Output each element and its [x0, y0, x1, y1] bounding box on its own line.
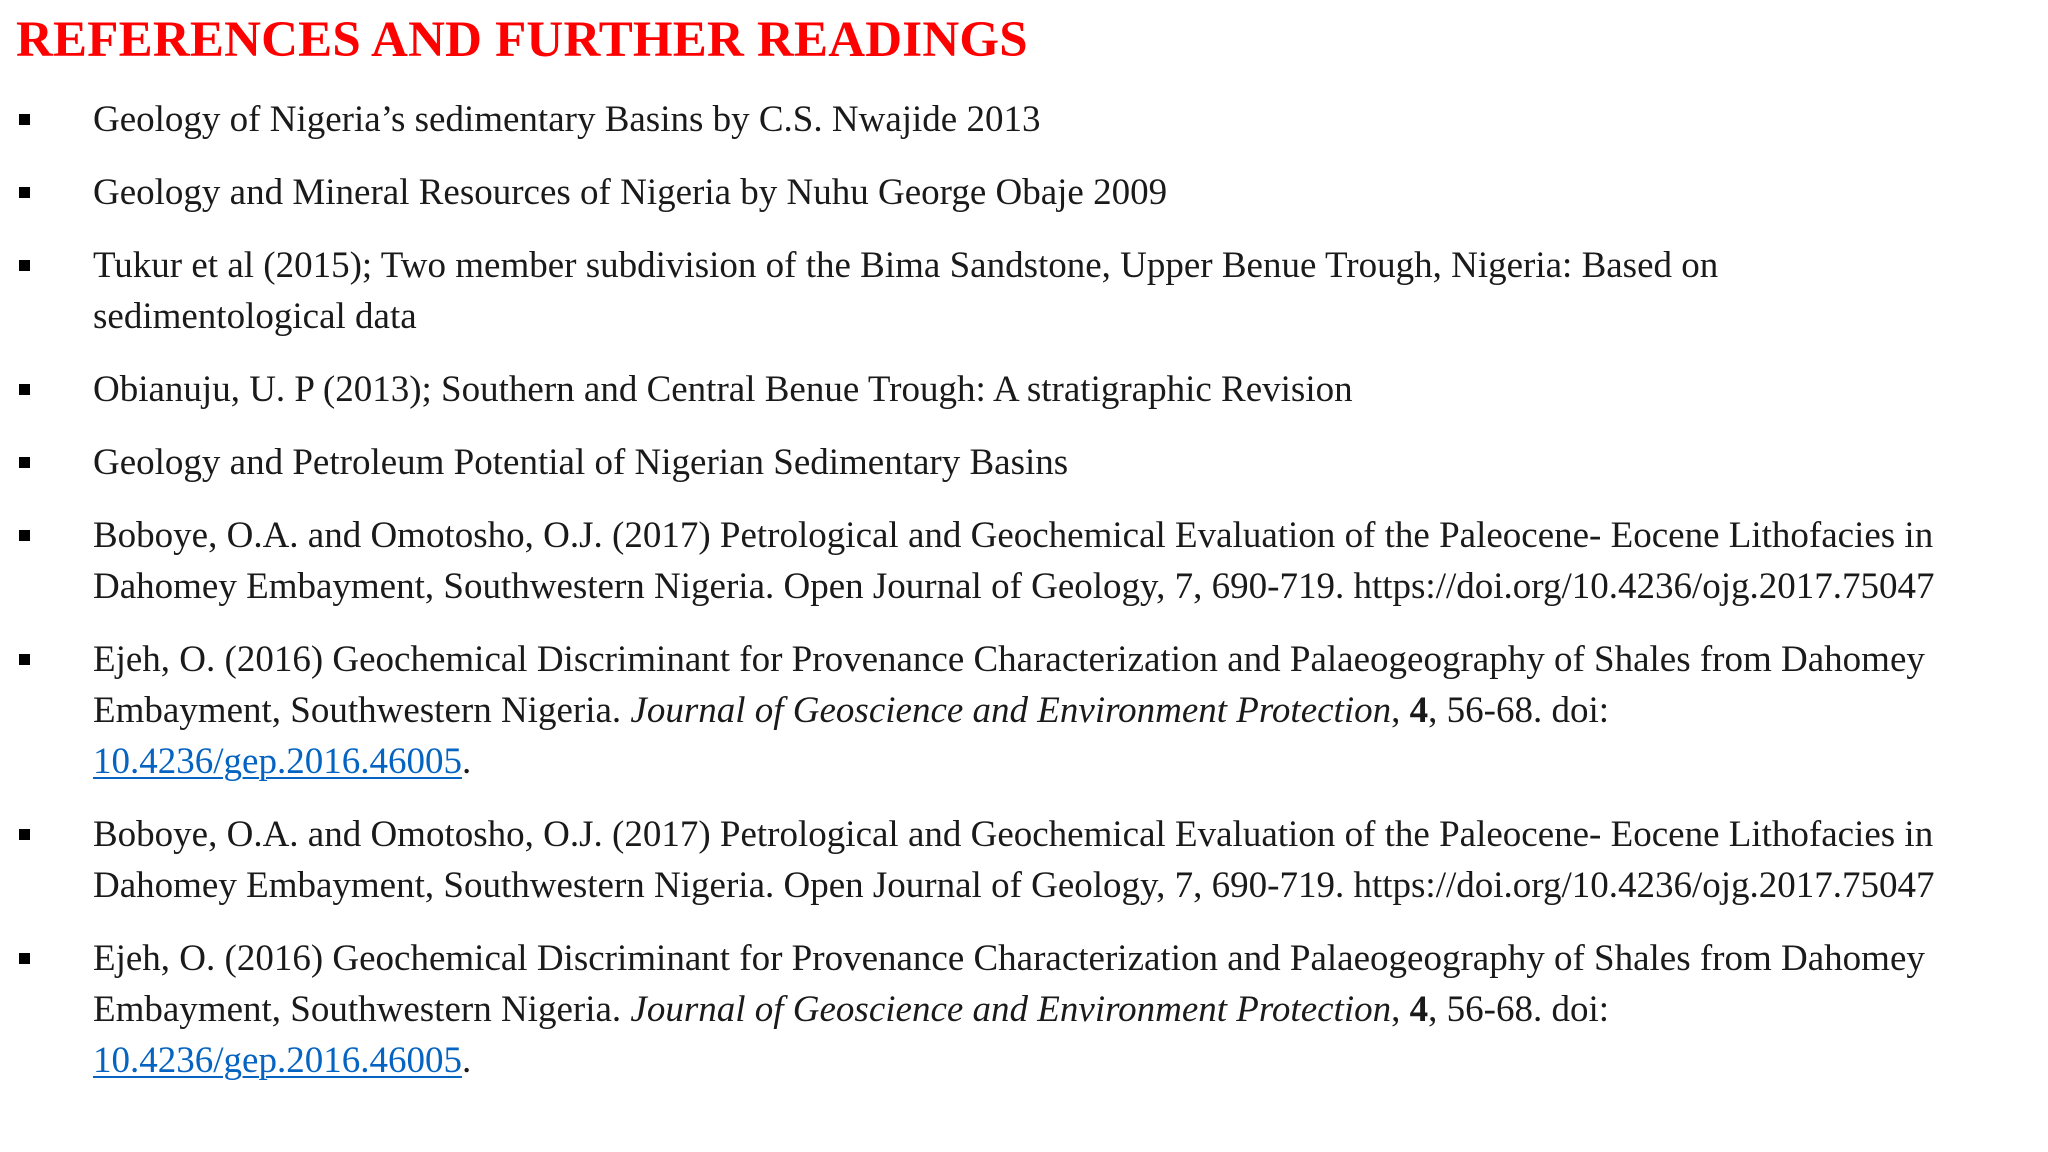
reference-text-prefix: Embayment, Southwestern Nigeria.: [93, 989, 631, 1030]
reference-text: Ejeh, O. (2016) Geochemical Discriminant for Provenance Characterization and Palaeogeography of Shales from Dahomey: [93, 938, 1925, 979]
reference-text-continued: [93, 685, 2038, 736]
end-period: .: [461, 741, 472, 782]
separator: ,: [1391, 989, 1410, 1030]
reference-item: [0, 510, 2048, 612]
volume-number: 4: [1409, 690, 1429, 731]
square-bullet-icon: [19, 953, 30, 964]
doi-link[interactable]: 10.4236/gep.2016.46005: [93, 1040, 462, 1081]
reference-item: [0, 933, 2048, 1086]
reference-text-continued: sedimentological data: [93, 296, 417, 337]
reference-item: [0, 94, 2048, 145]
reference-text: Obianuju, U. P (2013); Southern and Central Benue Trough: A stratigraphic Revision: [93, 369, 1353, 410]
square-bullet-icon: [19, 654, 30, 665]
square-bullet-icon: [19, 187, 30, 198]
square-bullet-icon: [19, 260, 30, 271]
doi-line: [93, 736, 2038, 787]
reference-item: [0, 167, 2048, 218]
reference-text-continued: Dahomey Embayment, Southwestern Nigeria. Open Journal of Geology, 7, 690-719. https://doi.org/10.4236/ojg.2017.75047: [93, 865, 1935, 906]
reference-text: Ejeh, O. (2016) Geochemical Discriminant for Provenance Characterization and Palaeogeography of Shales from Dahomey: [93, 639, 1925, 680]
reference-list: [0, 94, 2048, 1108]
journal-title: Journal of Geoscience and Environment Protection: [630, 690, 1392, 731]
square-bullet-icon: [19, 829, 30, 840]
doi-link[interactable]: 10.4236/gep.2016.46005: [93, 741, 462, 782]
reference-text: Geology of Nigeria’s sedimentary Basins by C.S. Nwajide 2013: [93, 99, 1041, 140]
reference-text: Boboye, O.A. and Omotosho, O.J. (2017) Petrological and Geochemical Evaluation of the Paleocene- Eocene Lithofacies in: [93, 515, 1934, 556]
reference-text: Geology and Mineral Resources of Nigeria by Nuhu George Obaje 2009: [93, 172, 1168, 213]
square-bullet-icon: [19, 530, 30, 541]
reference-item: [0, 634, 2048, 787]
end-period: .: [461, 1040, 472, 1081]
reference-item: [0, 809, 2048, 911]
reference-item: [0, 364, 2048, 415]
reference-text-prefix: Embayment, Southwestern Nigeria.: [93, 690, 631, 731]
page-title: REFERENCES AND FURTHER READINGS: [16, 12, 1028, 68]
reference-text: Boboye, O.A. and Omotosho, O.J. (2017) Petrological and Geochemical Evaluation of the Paleocene- Eocene Lithofacies in: [93, 814, 1934, 855]
square-bullet-icon: [19, 457, 30, 468]
journal-title: Journal of Geoscience and Environment Protection: [630, 989, 1392, 1030]
square-bullet-icon: [19, 384, 30, 395]
volume-number: 4: [1409, 989, 1429, 1030]
page-range: , 56-68. doi:: [1428, 989, 1610, 1030]
reference-text: Tukur et al (2015); Two member subdivision of the Bima Sandstone, Upper Benue Trough, Nigeria: Based on: [93, 245, 1719, 286]
doi-line: [93, 1035, 2038, 1086]
reference-text-continued: [93, 984, 2038, 1035]
reference-text-continued: Dahomey Embayment, Southwestern Nigeria. Open Journal of Geology, 7, 690-719. https://doi.org/10.4236/ojg.2017.75047: [93, 566, 1935, 607]
reference-item: [0, 240, 2048, 342]
square-bullet-icon: [19, 114, 30, 125]
reference-item: [0, 437, 2048, 488]
page-range: , 56-68. doi:: [1428, 690, 1610, 731]
separator: ,: [1391, 690, 1410, 731]
reference-text: Geology and Petroleum Potential of Nigerian Sedimentary Basins: [93, 442, 1069, 483]
